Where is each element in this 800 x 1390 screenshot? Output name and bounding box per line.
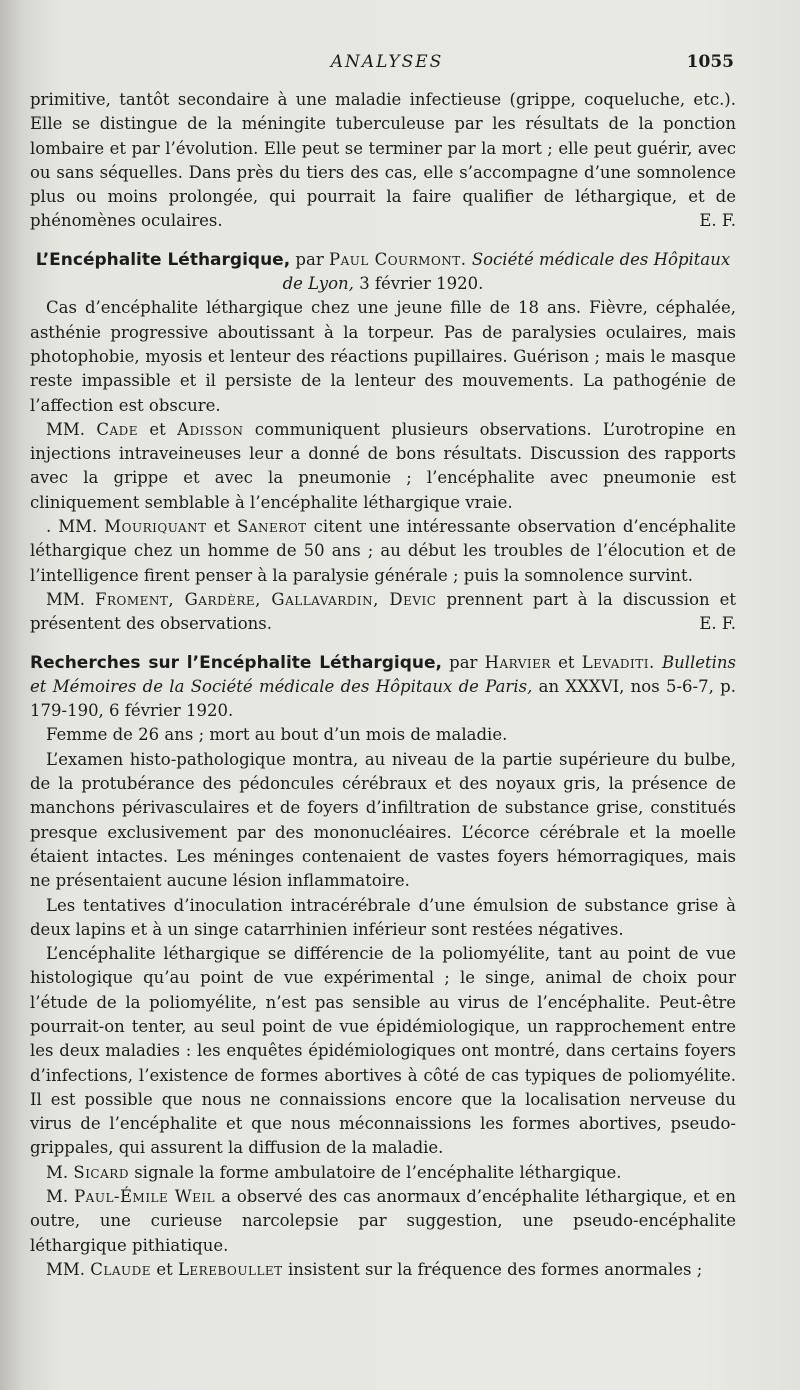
article-source: Bulletins et Mémoires de la Société médicale des Hôpitaux de Paris, <box>30 652 737 696</box>
paragraph-text: citent une intéressante observation d’encéphalite léthargique chez un homme de 50 ans ; au début les troubles de l’élocution et de l’intelligence firent penser à la paralysie générale ; puis la somnolence survint. <box>30 517 737 585</box>
continued-paragraph <box>30 88 736 234</box>
paragraph: Cas d’encéphalite léthargique chez une jeune fille de 18 ans. Fièvre, céphalée, asthénie progressive aboutissant à la torpeur. Pas de paralysies oculaires, mais photophobie, myosis et lenteur des réactions pupillaires. Guérison ; mais le masque reste impassible et il persiste de la lenteur des mouvements. La pathogénie de l’affection est obscure. <box>30 298 736 415</box>
article-author: Paul Courmont. <box>328 249 467 269</box>
paragraph-text: a observé des cas anormaux d’encéphalite léthargique, et en outre, une curieuse narcolepsie par suggestion, une pseudo-encéphalite léthargique pithiatique. <box>30 1187 736 1255</box>
person-name: Paul-Émile Weil <box>74 1187 216 1207</box>
person-name: Sanerot <box>237 517 307 537</box>
paragraph: Femme de 26 ans ; mort au bout d’un mois de maladie. <box>46 725 508 745</box>
conjunction: et <box>149 419 166 439</box>
paragraph: L’examen histo-pathologique montra, au niveau de la partie supérieure du bulbe, de la protubérance des pédoncules cérébraux et des noyaux gris, la présence de manchons périvasculaires et de foyers d’infiltration de substance grise, constitués presque exclusivement par des mononucléaires. L’écorce cérébrale et la moelle étaient intactes. Les méninges contenaient de vastes foyers hémorragiques, mais ne présentaient aucune lésion inflammatoire. <box>30 749 736 891</box>
article-by: par <box>449 652 478 672</box>
paragraph <box>30 515 736 588</box>
person-names: Froment, Gardère, Gallavardin, Devic <box>95 589 437 609</box>
article-reference: an XXXVI, nos 5-6-7, p. 179-190, 6 février 1920. <box>30 676 736 721</box>
person-name: Cade <box>96 419 139 439</box>
paragraph: L’encéphalite léthargique se différencie de la poliomyélite, tant au point de vue histologique qu’au point de vue expérimental ; le singe, animal de choix pour l’étude de la poliomyélite, n’est pas sensible au virus de l’encéphalite. Peut-être pourrait-on tenter, au seul point de vue épidémiologique, un rapprochement entre les deux maladies : les enquêtes épidémiologiques ont montré, dans certains foyers d’infections, l’existence de formes abortives à côté de cas typiques de poliomyélite. Il est possible que nous ne connaissions encore que la localisation nerveuse du virus de l’encéphalite et que nous méconnaissions les formes abortives, pseudo-grippales, qui assurent la diffusion de la maladie. <box>30 944 736 1158</box>
article-date: 3 février 1920. <box>359 274 484 294</box>
article-by: par <box>295 249 324 269</box>
person-name: Mouriquant <box>104 517 207 537</box>
conjunction: et <box>156 1259 173 1279</box>
honorific: MM. <box>46 1259 86 1279</box>
honorific: M. <box>46 1187 69 1207</box>
honorific: . MM. <box>46 517 98 537</box>
article-title: L’Encéphalite Léthargique, <box>35 249 291 270</box>
article-heading <box>30 248 736 297</box>
conjunction: et <box>213 517 231 537</box>
paragraph-text: signale la forme ambulatoire de l’encéphalite léthargique. <box>134 1162 622 1182</box>
person-name: Adisson <box>177 419 244 439</box>
person-name: Claude <box>90 1259 152 1279</box>
signature: E. F. <box>699 211 736 231</box>
article-heading <box>30 651 736 724</box>
person-name: Sicard <box>73 1162 129 1182</box>
paragraph: Les tentatives d’inoculation intracérébrale d’une émulsion de substance grise à deux lapins et à un singe catarrhinien inférieur sont restées négatives. <box>30 895 736 939</box>
honorific: MM. <box>46 419 86 439</box>
paragraph <box>30 588 736 637</box>
page-number: 1055 <box>686 52 734 72</box>
conjunction: et <box>558 652 575 672</box>
paragraph-text: communiquent plusieurs observations. L’urotropine en injections intraveineuses leur a donné de bons résultats. Discussion des rapports avec la grippe et avec la pneumonie ; l’encéphalite avec pneumonie est cliniquement semblable à l’encéphalite léthargique vraie. <box>30 419 736 512</box>
page-body <box>30 88 736 1282</box>
paragraph <box>30 1258 736 1282</box>
paragraph <box>30 418 736 515</box>
article-source: Société médicale des Hôpitaux de Lyon, <box>282 249 731 294</box>
article-title: Recherches sur l’Encéphalite Léthargique, <box>30 652 442 673</box>
person-name: Lereboullet <box>177 1259 283 1279</box>
continued-text: primitive, tantôt secondaire à une maladie infectieuse (grippe, coqueluche, etc.). Elle se distingue de la méningite tuberculeuse par les résultats de la ponction lombaire et par l’évolution. Elle peut se terminer par la mort ; elle peut guérir, avec ou sans séquelles. Dans près du tiers des cas, elle s’accompagne d’une somnolence plus ou moins prolongée, qui pourrait la faire qualifier de léthargique, et de phénomènes oculaires. <box>30 90 736 231</box>
honorific: M. <box>46 1162 69 1182</box>
page-header <box>40 52 734 78</box>
signature: E. F. <box>699 614 736 634</box>
paragraph <box>30 1185 736 1258</box>
running-title: ANALYSES <box>330 52 444 72</box>
article-author: Harvier <box>484 652 551 672</box>
paragraph <box>30 1161 736 1185</box>
honorific: MM. <box>46 589 86 609</box>
paragraph-text: insistent sur la fréquence des formes anormales ; <box>287 1259 703 1279</box>
article-author: Levaditi. <box>581 652 655 672</box>
paragraph-text: prennent part à la discussion et présentent des observations. <box>30 589 737 634</box>
